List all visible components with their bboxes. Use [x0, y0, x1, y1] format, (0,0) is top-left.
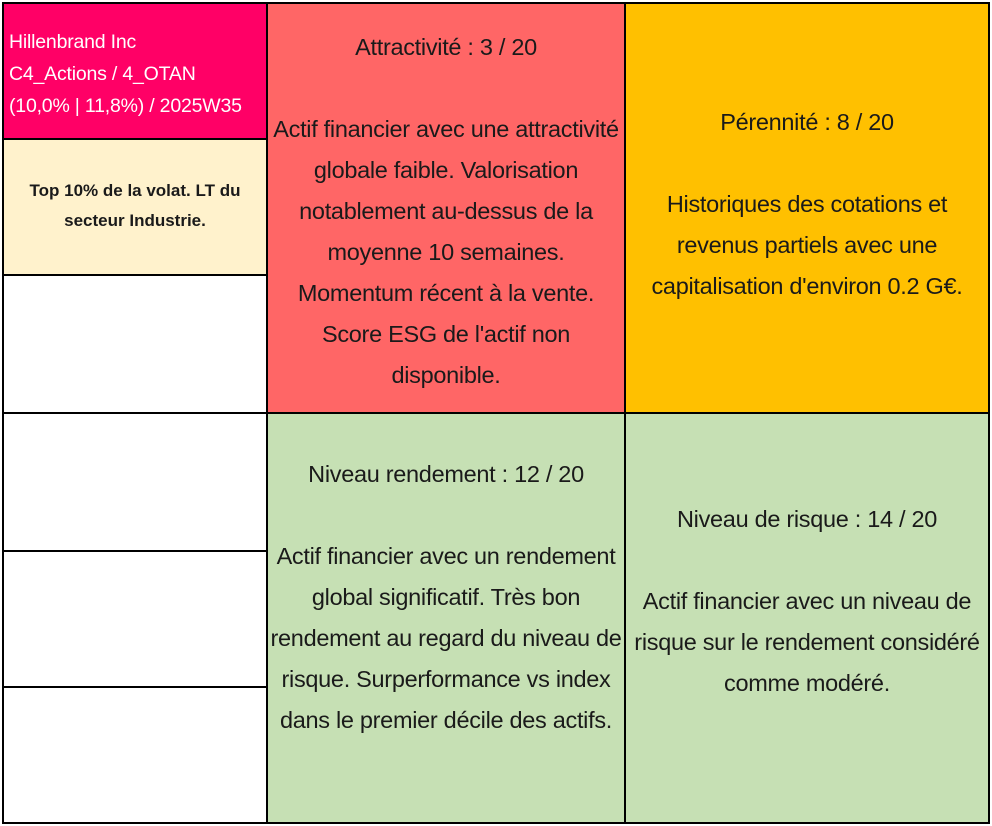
asset-title-cell [2, 2, 268, 140]
asset-title-block [9, 26, 242, 122]
empty-cell-2 [2, 412, 268, 552]
perennite-body: Historiques des cotations et revenus partiels avec une capitalisation d'environ 0.2 G€. [651, 190, 963, 299]
rendement-spacer [270, 495, 622, 536]
empty-cell-4 [2, 686, 268, 824]
risque-body: Actif financier avec un niveau de risque sur le rendement considéré comme modéré. [634, 587, 980, 696]
risque-cell [624, 412, 990, 824]
summary-cell [2, 138, 268, 276]
attractivite-body: Actif financier avec une attractivité globale faible. Valorisation notablement au-dessus de la moyenne 10 semaines. Momentum récent à la vente. Score ESG de l'actif non disponible. [273, 116, 619, 388]
rendement-heading: Niveau rendement : 12 / 20 [308, 461, 584, 487]
rendement-content [270, 454, 622, 741]
attractivite-spacer [270, 68, 622, 109]
rendement-body: Actif financier avec un rendement global significatif. Très bon rendement au regard du niveau de risque. Surperformance vs index dans le premier décile des actifs. [270, 543, 622, 733]
risque-content [626, 499, 988, 704]
perennite-heading: Pérennité : 8 / 20 [720, 108, 894, 135]
risque-heading: Niveau de risque : 14 / 20 [676, 505, 937, 532]
risque-spacer [626, 540, 988, 581]
empty-cell-1 [2, 274, 268, 414]
asset-category: C4_Actions / 4_OTAN [9, 63, 196, 85]
attractivite-cell [266, 2, 626, 414]
perennite-content [626, 102, 988, 307]
attractivite-heading: Attractivité : 3 / 20 [355, 34, 537, 60]
perennite-spacer [626, 143, 988, 184]
empty-cell-3 [2, 550, 268, 688]
asset-name: Hillenbrand Inc [9, 31, 137, 53]
rendement-cell [266, 412, 626, 824]
perennite-cell [624, 2, 990, 414]
attractivite-content [270, 27, 622, 396]
summary-text: Top 10% de la volat. LT du secteur Industrie. [29, 181, 241, 230]
asset-metrics: (10,0% | 11,8%) / 2025W35 [9, 95, 242, 117]
